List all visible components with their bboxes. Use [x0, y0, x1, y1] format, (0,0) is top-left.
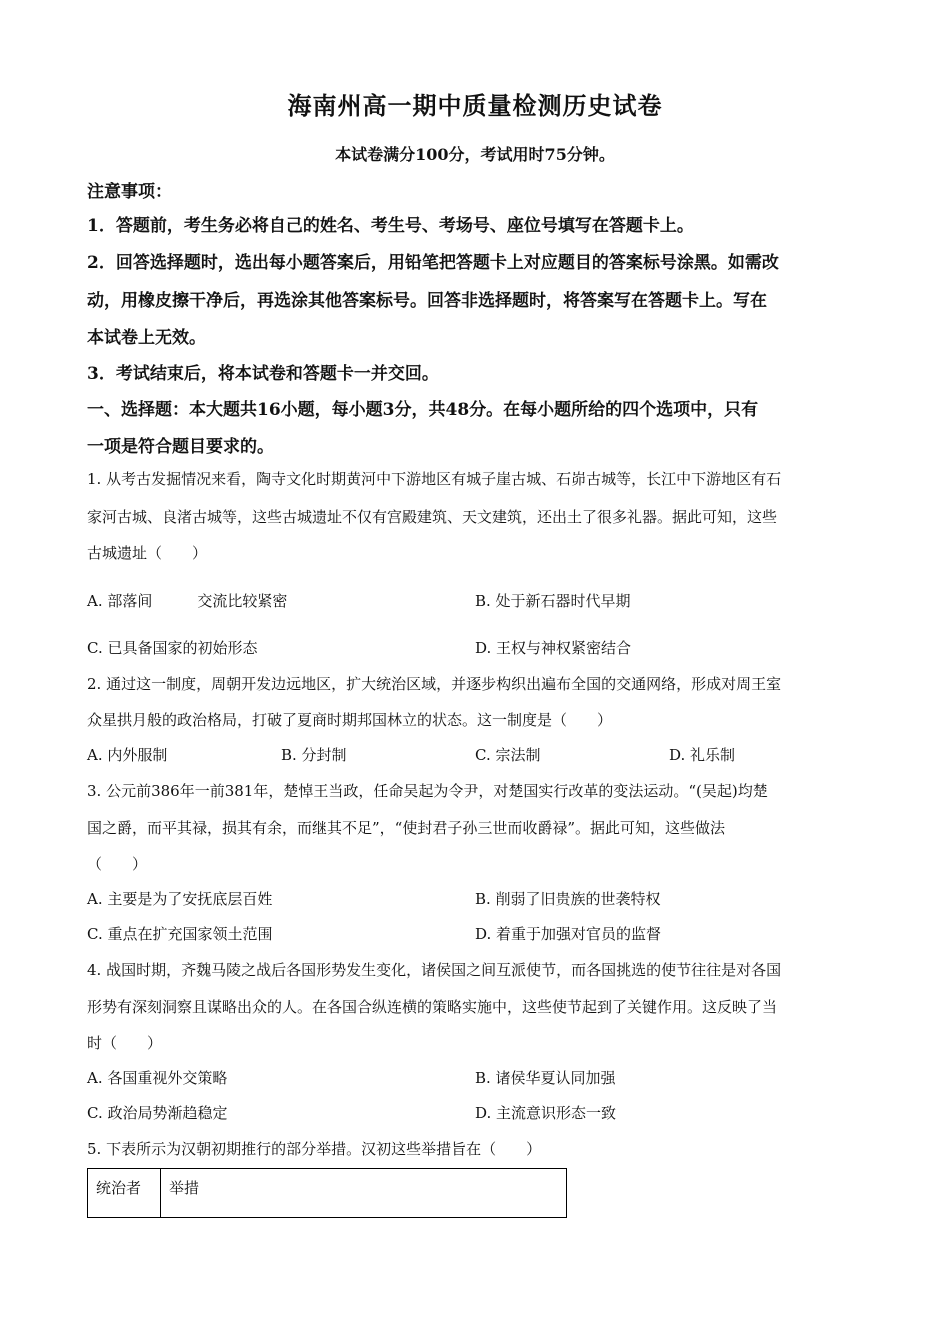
note-2-line-2: 动，用橡皮擦干净后，再选涂其他答案标号。回答非选择题时，将答案写在答题卡上。写在 [87, 291, 767, 311]
q4-stem-line-1: 4. 战国时期，齐魏马陵之战后各国形势发生变化，诸侯国之间互派使节，而各国挑选的使节往往是对各国 [87, 961, 782, 979]
section-heading-line-2: 一项是符合题目要求的。 [87, 437, 274, 457]
q4-option-b[interactable]: B. 诸侯华夏认同加强 [475, 1069, 616, 1087]
notes-heading: 注意事项： [87, 182, 172, 202]
q5-measures-table [87, 1168, 567, 1218]
q4-stem-line-3: 时（ ） [87, 1034, 163, 1052]
q2-option-c[interactable]: C. 宗法制 [475, 746, 541, 764]
table-header-row [88, 1169, 567, 1218]
q2-option-a[interactable]: A. 内外服制 [87, 746, 168, 764]
q4-option-d[interactable]: D. 主流意识形态一致 [475, 1104, 617, 1122]
q3-option-c[interactable]: C. 重点在扩充国家领土范围 [87, 925, 273, 943]
q4-option-a[interactable]: A. 各国重视外交策略 [87, 1069, 228, 1087]
q3-stem-line-3: （ ） [87, 855, 148, 873]
page-title: 海南州高一期中质量检测历史试卷 [287, 91, 663, 120]
table-header-ruler: 统治者 [88, 1169, 161, 1218]
q1-stem-line-3: 古城遗址（ ） [87, 544, 208, 562]
q3-option-b[interactable]: B. 削弱了旧贵族的世袭特权 [475, 890, 661, 908]
q1-option-d[interactable]: D. 王权与神权紧密结合 [475, 639, 632, 657]
table-header-measures: 举措 [161, 1169, 567, 1218]
note-2-line-1: 2．回答选择题时，选出每小题答案后，用铅笔把答题卡上对应题目的答案标号涂黑。如需改 [87, 253, 779, 273]
q5-stem-line-1: 5. 下表所示为汉朝初期推行的部分举措。汉初这些举措旨在（ ） [87, 1140, 542, 1158]
note-3: 3．考试结束后，将本试卷和答题卡一并交回。 [87, 364, 439, 384]
q1-stem-line-2: 家河古城、良渚古城等，这些古城遗址不仅有宫殿建筑、天文建筑，还出土了很多礼器。据此可知，这些 [87, 508, 778, 526]
q2-option-b[interactable]: B. 分封制 [281, 746, 347, 764]
q3-stem-line-1: 3. 公元前386年一前381年，楚悼王当政，任命吴起为令尹，对楚国实行改革的变法运动。“(吴起)均楚 [87, 782, 768, 800]
q3-stem-line-2: 国之爵，而平其禄，损其有余，而继其不足”，“使封君子孙三世而收爵禄”。据此可知，这些做法 [87, 819, 726, 837]
q2-stem-line-2: 众星拱月般的政治格局，打破了夏商时期邦国林立的状态。这一制度是（ ） [87, 711, 613, 729]
q2-stem-line-1: 2. 通过这一制度，周朝开发边远地区，扩大统治区域，并逐步构织出遍布全国的交通网络，形成对周王室 [87, 675, 782, 693]
q1-option-a[interactable]: A. 部落间 交流比较紧密 [87, 592, 288, 610]
q2-option-d[interactable]: D. 礼乐制 [669, 746, 736, 764]
exam-info: 本试卷满分100分，考试用时75分钟。 [335, 145, 615, 164]
q1-option-b[interactable]: B. 处于新石器时代早期 [475, 592, 631, 610]
q3-option-d[interactable]: D. 着重于加强对官员的监督 [475, 925, 662, 943]
section-heading-line-1: 一、选择题：本大题共16小题，每小题3分，共48分。在每小题所给的四个选项中，只有 [87, 400, 759, 420]
q3-option-a[interactable]: A. 主要是为了安抚底层百姓 [87, 890, 273, 908]
note-2-line-3: 本试卷上无效。 [87, 328, 206, 348]
q4-option-c[interactable]: C. 政治局势渐趋稳定 [87, 1104, 228, 1122]
q4-stem-line-2: 形势有深刻洞察且谋略出众的人。在各国合纵连横的策略实施中，这些使节起到了关键作用。这反映了当 [87, 998, 778, 1016]
note-1: 1．答题前，考生务必将自己的姓名、考生号、考场号、座位号填写在答题卡上。 [87, 216, 694, 236]
q1-stem-line-1: 1. 从考古发掘情况来看，陶寺文化时期黄河中下游地区有城子崖古城、石峁古城等，长江中下游地区有石 [87, 470, 782, 488]
q1-option-c[interactable]: C. 已具备国家的初始形态 [87, 639, 258, 657]
